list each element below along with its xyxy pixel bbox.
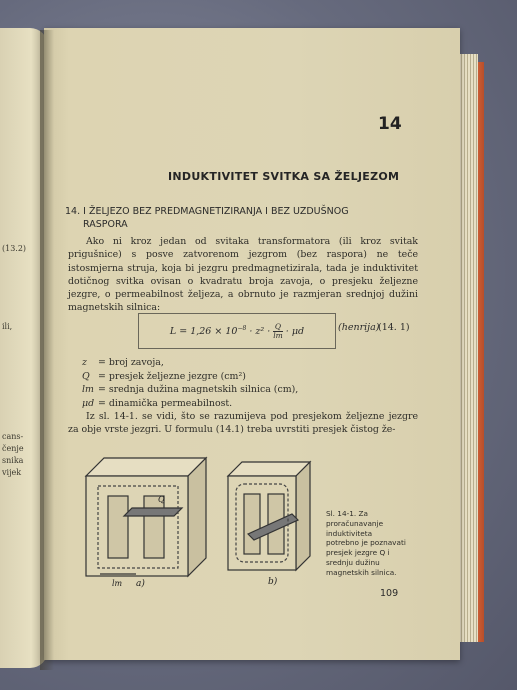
formula-exponent: −8 xyxy=(237,324,247,332)
formula-box xyxy=(138,313,336,349)
symbol-row xyxy=(82,383,298,397)
symbol-description: = dinamička permeabilnost. xyxy=(98,397,233,409)
symbol-row xyxy=(82,356,298,370)
transformer-core-figure xyxy=(78,438,328,588)
section-title-line2: RASPORA xyxy=(83,219,128,230)
lm-label: lm xyxy=(112,579,123,588)
section-title-line1: ŽELJEZO BEZ PREDMAGNETIZIRANJA I BEZ UZDUŠNOG xyxy=(88,206,349,217)
left-fragment: ili, xyxy=(2,322,13,331)
fraction-numerator: Q xyxy=(274,321,282,331)
section-number: 14. I xyxy=(65,206,86,217)
left-fragment: (13.2) xyxy=(2,244,27,253)
left-fragment: snika xyxy=(2,456,24,465)
paragraph-text: Iz sl. 14-1. se vidi, što se razumijeva pod presjekom željezne jezgre za obje vrste jezgri. U formulu (14.1) treba uvrstiti presjek čistog že- xyxy=(68,411,418,436)
symbol-description: = srednja dužina magnetskih silnica (cm), xyxy=(98,384,299,395)
chapter-number: 14 xyxy=(378,114,402,134)
inductance-formula xyxy=(170,323,304,340)
equation-number: (14. 1) xyxy=(378,322,410,333)
left-fragment: vijek xyxy=(2,468,22,477)
formula-mid: · z² · xyxy=(246,325,274,337)
paragraph-text: Ako ni kroz jedan od svitaka transformatora (ili kroz svitak prigušnice) s posve zatvorenom jezgrom (bez raspora) ne teče istosmjerna struja, koja bi jezgru predmagnetizirala, tada je induktivitet dotičnog svitka ovisan o kvadratu broja zavoja, o presjeku željezne jezgre, o permeabilnost željeza, a obrnuto je razmjeran srednjoj dužini magnetskih silnica: xyxy=(68,236,418,314)
figure-caption: Sl. 14-1. Za proračunavanje induktiviteta potrebno je poznavati presjek jezgre Q i srednju dužinu magnetskih silnica. xyxy=(326,509,406,577)
figure-label-a: a) xyxy=(136,579,145,588)
symbol: μd xyxy=(82,397,95,409)
section-heading xyxy=(65,205,395,231)
paragraph-figure-ref xyxy=(68,410,418,437)
figure-label-b: b) xyxy=(268,577,278,587)
left-fragment: čenje xyxy=(2,444,24,453)
left-fragment: cans- xyxy=(2,432,24,441)
paragraph-intro xyxy=(68,235,418,315)
q-label: Q xyxy=(158,495,165,504)
symbol-row xyxy=(82,370,298,384)
core-b-drawing xyxy=(228,462,310,570)
core-a-drawing xyxy=(86,458,206,576)
symbol: lm xyxy=(82,384,94,395)
symbol-description: = broj zavoja, xyxy=(98,357,164,368)
symbol: z xyxy=(82,357,87,368)
page-number: 109 xyxy=(380,588,399,599)
formula-fraction xyxy=(273,323,283,340)
formula-tail: · μd xyxy=(282,325,305,337)
symbol: Q xyxy=(82,370,90,382)
chapter-title: INDUKTIVITET SVITKA SA ŽELJEZOM xyxy=(168,170,400,183)
symbol-description: = presjek željezne jezgre (cm²) xyxy=(98,370,246,382)
formula-lhs: L = 1,26 × 10 xyxy=(169,325,238,337)
fraction-denominator: lm xyxy=(273,330,283,340)
symbol-row xyxy=(82,397,298,411)
formula-unit: (henrija) xyxy=(338,322,380,333)
symbol-list xyxy=(82,356,298,410)
